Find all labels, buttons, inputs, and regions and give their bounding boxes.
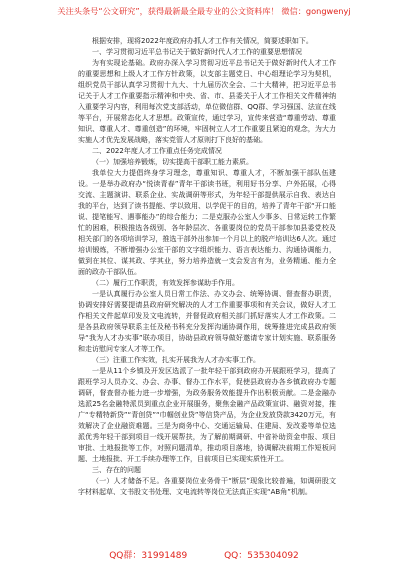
subheading-3: （三）注重工作实效，扎实开展我为人才办实事工作。	[92, 356, 260, 364]
qq-group-text: QQ群：31991489	[109, 551, 188, 561]
subheading-2: （二）履行工作职责，有效发挥参谋助手作用。	[92, 279, 239, 287]
body-paragraph: 为有实现论基础。政府办深入学习贯彻习近平总书记关于做好新时代人才工作的重要思想和上级人才工作方针政策，以支部主题党日、中心组理论学习为契机，组织党员干部认真学习贯彻十九大、十九届历次全会、二十大精神，把习近平总书记关于人才工作重要指示精神和中央、省、市、县委关于人才工作相关文件精神纳入重要学习内容，利用每次党支部活动，单位微信群、QQ群、学习强国、法宣在线等平台，开展常态化人才思想。政策宣传，通过学习，宣传来营造“尊重劳动、尊重知识、尊重人才、尊重创造”的环境，牢固树立人才工作重要且紧迫的观念，为大力实施人才优先发展战略，落实党管人才原则打下良好的基础。	[78, 59, 336, 144]
subheading-1: （一）加强培养锻炼，切实提高干部职工能力素质。	[92, 158, 253, 166]
qq-id-text: QQ：535304092	[224, 551, 299, 561]
body-paragraph: 我单位大力提倡终身学习理念，尊重知识、尊重人才，不断加强干部队伍建设。一是举办政府办“悦读青春”青年干部读书班，利用好书分享、户外拓展，心得交流、主题演讲、联系企业、实战调研等形式，为年轻干部提供展示自我、表达自我的平台，达到了读书提能、学以致用、以学促干的目的，培养了青年干部“开口能说、提笔能写、遇事能办”的综合能力；二是克服办公室人少事多、日常运转工作繁忙的困难，积极推选各级别、各年龄层次、各重要岗位的党员干部参加县委党校及相关部门的各项培训学习，推选干部外出参加一个月以上的脱产培训达6人次。通过培训锻炼，不断增强办公室干部的文字组织能力、语言表达能力、沟通协调能力，做到在其位、谋其政、学其业，努力培养造就一支会发言有为，业务精通、能力全面的政办干部队伍。	[78, 169, 336, 276]
section-heading-3: 三、存在的问题	[92, 466, 141, 474]
section-heading-2: 二、2022年度人才工作重点任务完成情况	[92, 147, 222, 155]
contact-footer	[0, 548, 408, 561]
document-body	[78, 36, 336, 498]
intro-paragraph: 根据安排，现将2022年度政府办抓人才工作有关情况，简要述职如下。	[92, 37, 313, 45]
body-paragraph: 一是认真履行办公室人员日常工作法、办文办会、统筹协调、督查督办职责，协调安排好需要提请县政府研究解决的人才工作重要事项和有关会议，做好人才工作相关文件起草印发及文电流转，并督促政府相关部门抓好落实人才工作政策。二是各县政府领导联系主任及秘书科充分发挥沟通协调作用，统筹推进完成县政府领导“我为人才办实事”联办项目，协助县政府领导做好邀请专家计划实施、联系服务和走访慰问专家人才等工作。	[78, 290, 336, 353]
body-paragraph: 一是从11个乡镇及开发区选派了一批年轻干部到政府办开展跟班学习，提高了跟班学习人员办文、办会、办事、督办工作水平，促使县政府办各乡镇政府办专题调研，督查督办能力进一步增强，为政务服务效能提升作出积极贡献。二是金融办选派25名金融特派员到重点企业开展服务，聚焦金融产品政策宣讲、融资对接，推广“专精特新贷”“青创贷”“巾帼创业贷”等信贷产品，为企业发放贷款3420万元，有效解决了企业融资难题。三是为商务中心、交通运输局、住建局、发改委等单位选派优秀年轻干部到项目一线开展帮扶，为了解前期调研、中省补助资金申报、项目审批、土地报批等工作，对照问题清单，推动项目落地，协调解决前期工作短板问题、土地报批、开工手续办理等工作，目前项目已实现实质性开工。	[78, 367, 336, 463]
body-paragraph: （一）人才储备不足。各重要岗位业务骨干“断层”现象比较普遍，如调研股文字材料起草、文书股文书处理、文电流转等岗位无法真正实现“AB角”机制。	[78, 477, 336, 496]
header-banner: 关注头条号“公文研究”，获得最新最全最专业的公文资料库！ 微信：gongwenyj	[57, 6, 351, 16]
section-heading-1: 一、学习贯彻习近平总书记关于做好新时代人才工作的重要思想情况	[92, 48, 302, 56]
